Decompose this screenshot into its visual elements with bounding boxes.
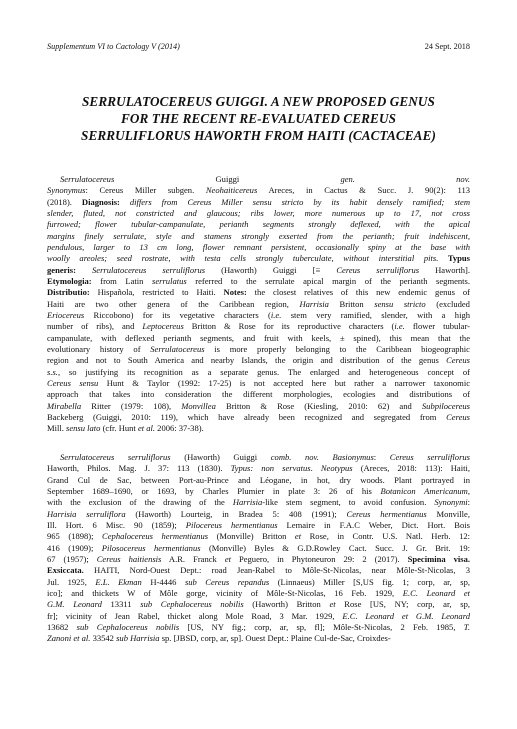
text-line bbox=[47, 321, 470, 332]
text-run: Exsiccata. bbox=[47, 565, 84, 576]
text-run: Synonymus bbox=[47, 185, 86, 196]
text-run: i.e. bbox=[394, 321, 405, 332]
text-line bbox=[47, 577, 470, 588]
text-run: Grand Cul de Sac, between Port-au-Prince and Léogane, in hot, dry woods. Plant portrayed in bbox=[47, 474, 470, 485]
text-run: et bbox=[294, 531, 302, 542]
text-line bbox=[47, 344, 470, 355]
text-run: Synonymi bbox=[434, 497, 468, 508]
text-run: Monvillea bbox=[181, 400, 216, 411]
text-run: sub Cephalocereus nobilis bbox=[140, 599, 244, 610]
text-run: E.L. Ekman bbox=[95, 576, 142, 587]
text-run: Notes: bbox=[223, 287, 247, 298]
text-run: campanulate, with deflexed perianth segments, and fruit with keels, ± spined), this mean that the bbox=[47, 332, 470, 343]
text-run: sub Harrisia bbox=[116, 633, 160, 644]
text-run: sub Cereus repandus bbox=[184, 576, 270, 587]
text-run: Haworth]. bbox=[419, 264, 470, 275]
text-run: . bbox=[310, 463, 321, 474]
species-description-paragraph bbox=[47, 452, 470, 645]
text-run: Hispañola, restricted to Haiti. bbox=[89, 287, 224, 298]
text-run: G.M. Leonard bbox=[47, 599, 102, 610]
text-line bbox=[47, 520, 470, 531]
text-run: Cereus haitiensis bbox=[96, 553, 162, 564]
text-run: furrowed; flower tubular-campanulate, perianth segments strongly deflexed, with the apical bbox=[47, 219, 470, 230]
text-run: Peguero, in Phytoneuron 29: 2 (2017). bbox=[230, 553, 408, 564]
text-run: 416 (1909); bbox=[47, 542, 102, 553]
text-run: (2018). bbox=[47, 196, 82, 207]
text-run: gen. nov. bbox=[340, 174, 470, 184]
text-run: Areces, in Cactus & Succ. J. 90(2): 113 bbox=[257, 185, 470, 196]
text-run: , so justifying its recognition as a separate genus. The enlarged and heterogeneous concept of bbox=[57, 366, 470, 377]
text-run: Cereus serruliflorus bbox=[389, 452, 470, 462]
text-run: Haiti are two other genera of the Caribbean region, bbox=[47, 298, 300, 309]
text-run: generis: bbox=[47, 264, 76, 275]
text-line bbox=[47, 253, 470, 264]
text-run: (Linnaeus) Miller [S,US fig. 1; corp, ar, sp, bbox=[269, 576, 470, 587]
text-run: sensu lato bbox=[66, 423, 101, 434]
text-run: (excluded bbox=[425, 298, 470, 309]
text-run: Serrulatocereus serruliflorus bbox=[60, 452, 171, 462]
text-run: Hunt & Taylor (1992: 17-25) is not accepted here but rather a narrower taxonomic bbox=[98, 377, 470, 388]
text-run: woolly areoles; seed rostrate, with testa cells strongly tuberculate, without interstitial pits. bbox=[47, 253, 439, 264]
text-line bbox=[47, 378, 470, 389]
text-run: comb. nov. bbox=[270, 452, 319, 462]
text-line bbox=[47, 310, 470, 321]
text-line bbox=[47, 299, 470, 310]
text-run: (Haworth) Britton bbox=[243, 599, 330, 610]
text-run: Rose, in Contr. U.S. Natl. Herb. 12: bbox=[301, 531, 470, 542]
title-line: SERRULIFLORUS HAWORTH FROM HAITI (CACTACEAE) bbox=[81, 128, 436, 143]
text-line bbox=[47, 265, 470, 276]
text-run: Typus: non servatus bbox=[230, 463, 311, 474]
text-run: et bbox=[224, 553, 231, 564]
text-run: E.C. Leonard et G.M. Leonard bbox=[342, 610, 470, 621]
text-run: Neotypus bbox=[320, 463, 353, 474]
title-line: SERRULATOCEREUS GUIGGI. A NEW PROPOSED GENUS bbox=[82, 94, 435, 109]
text-run: -like stem segment, to avoid confusion. bbox=[262, 497, 435, 508]
text-run: Cereus serruliflorus bbox=[336, 264, 420, 275]
text-run: Ill. Hort. 6 Misc. 90 (1859); bbox=[47, 519, 186, 530]
text-line bbox=[47, 412, 470, 423]
text-run: from Latin bbox=[91, 275, 153, 286]
text-run: flower tubular- bbox=[404, 321, 470, 332]
text-run: : bbox=[467, 497, 470, 508]
text-line bbox=[47, 509, 470, 520]
text-line bbox=[47, 185, 470, 196]
text-run: Neohaiticereus bbox=[205, 185, 258, 196]
text-line bbox=[47, 231, 470, 242]
journal-header: Supplementum VI to Cactology V (2014) bbox=[47, 42, 180, 51]
text-run: Guiggi bbox=[114, 174, 341, 184]
text-line bbox=[47, 333, 470, 344]
text-run: : Cereus Miller subgen. bbox=[85, 185, 206, 196]
text-run: : bbox=[373, 452, 390, 462]
text-run: Ritter (1979: 108), bbox=[81, 400, 182, 411]
text-run: sp. [JBSD, corp, ar, sp]. Ouest Dept.: Plaine Cul-de-Sac, Croixdes- bbox=[159, 633, 391, 644]
text-run: the closest relatives of this new endemic genus of bbox=[246, 287, 470, 298]
text-run: Britton & Rose (Kiesling, 2010: 62) and bbox=[215, 400, 422, 411]
text-line bbox=[47, 367, 470, 378]
text-line bbox=[47, 633, 470, 644]
text-run: differs from Cereus Miller sensu stricto by its habit densely ramified; stem bbox=[119, 196, 470, 207]
text-run: Typus bbox=[438, 253, 470, 264]
text-run: (Areces, 2018: 113): Haiti, bbox=[352, 463, 470, 474]
text-run: (Haworth) Guiggi bbox=[170, 452, 271, 462]
text-run: Botanicon Americanum bbox=[380, 485, 468, 496]
text-run: (cfr. Hunt bbox=[100, 423, 138, 434]
text-run: serrulatus bbox=[152, 275, 187, 286]
text-run: with the exclusion of the drawing of the bbox=[47, 497, 233, 508]
text-run: (Haworth) Lourteig, in Bradea 5: 408 (1991); bbox=[125, 508, 347, 519]
text-run: Mirabella bbox=[47, 400, 82, 411]
text-run: stem very ramified, slender, with a high bbox=[281, 309, 470, 320]
text-line bbox=[47, 543, 470, 554]
text-run: is more properly belonging to the Caribbean biogeographic bbox=[204, 343, 470, 354]
text-run: s.s. bbox=[47, 366, 58, 377]
text-run: Subpilocereus bbox=[421, 400, 470, 411]
text-run: et bbox=[329, 599, 336, 610]
text-run: Leptocereus bbox=[142, 321, 184, 332]
text-run: A.R. Franck bbox=[161, 553, 225, 564]
text-line bbox=[47, 389, 470, 400]
text-line bbox=[47, 208, 470, 219]
text-run: Backeberg (Guiggi, 2010: 119), which have already been recognized and segregated from bbox=[47, 411, 447, 422]
text-line bbox=[47, 423, 470, 434]
text-run: (Monville) Britton bbox=[208, 531, 295, 542]
text-run: et al. bbox=[137, 423, 156, 434]
text-run: Harrisia bbox=[232, 497, 263, 508]
text-run: T. bbox=[463, 621, 470, 632]
text-run: Riccobono) for its vegetative characters ( bbox=[84, 309, 271, 320]
text-line bbox=[47, 554, 470, 565]
text-line bbox=[47, 622, 470, 633]
text-line bbox=[47, 276, 470, 287]
text-line bbox=[47, 242, 470, 253]
text-run: referred to the serrulate apical margin of the perianth segments. bbox=[186, 275, 470, 286]
text-run: Mill. bbox=[47, 423, 66, 434]
text-run: 13682 bbox=[47, 621, 77, 632]
text-run: evolutionary history of bbox=[47, 343, 151, 354]
text-run: Haworth, Philos. Mag. J. 37: 113 (1830). bbox=[47, 463, 231, 474]
text-run: 33542 bbox=[90, 633, 117, 644]
text-run: (Haworth) Guiggi [≡ bbox=[205, 264, 337, 275]
text-run: Serrulatocereus bbox=[150, 343, 205, 354]
text-line bbox=[47, 611, 470, 622]
text-run: 13311 bbox=[101, 599, 141, 610]
text-run: Zanoni et al. bbox=[47, 633, 91, 644]
text-run: Diagnosis: bbox=[81, 196, 120, 207]
text-run: pendulous, larger to 13 cm long, flower remnant persistent, occasionally spiny at the base with bbox=[47, 241, 470, 252]
text-run: margins finely serrulate, style and stamens strongly exserted from the perianth; fruit indehiscent, bbox=[47, 230, 470, 241]
text-line bbox=[47, 452, 470, 463]
text-run: Distributio: bbox=[47, 287, 90, 298]
text-line bbox=[47, 463, 470, 474]
text-run bbox=[319, 452, 333, 462]
text-run: September 1689–1690, or 1693, by Charles Plumier in plate 3: 26 of his bbox=[47, 485, 381, 496]
text-run: Harrisia serruliflora bbox=[47, 508, 126, 519]
text-run: (Monville) Byles & G.D.Rowley Cact. Succ. J. Gr. Brit. 19: bbox=[200, 542, 470, 553]
text-run: Pilocereus hermentianus bbox=[185, 519, 278, 530]
text-run: Cereus bbox=[446, 355, 470, 366]
text-run: Etymologia: bbox=[47, 275, 92, 286]
text-run: E.C. Leonard et bbox=[402, 587, 470, 598]
text-run: Monville, bbox=[426, 508, 470, 519]
article-title bbox=[30, 93, 487, 144]
date-header: 24 Sept. 2018 bbox=[424, 42, 470, 51]
text-run bbox=[76, 265, 92, 275]
text-line bbox=[47, 401, 470, 412]
text-run: i.e. bbox=[270, 309, 282, 320]
text-line bbox=[47, 497, 470, 508]
text-run: Lemaire in F.A.C Weber, Dict. Hort. Bois bbox=[277, 519, 470, 530]
text-run: Britton & Rose for its reproductive characters ( bbox=[183, 321, 395, 332]
text-line bbox=[47, 197, 470, 208]
text-run: approach that takes into consideration the different morphologies, ecologies and distributions of bbox=[47, 389, 470, 400]
text-run: Cereus hermentianus bbox=[346, 508, 427, 519]
text-run: , bbox=[467, 485, 470, 496]
text-line bbox=[47, 355, 470, 366]
text-run: sensu stricto bbox=[374, 298, 426, 309]
text-run: [US, NY fig.; corp, ar, sp, fl]; Môle-St-Nicolas, 2 Feb. 1985, bbox=[179, 621, 464, 632]
text-run: Cephalocereus hermentianus bbox=[102, 531, 209, 542]
text-line bbox=[47, 565, 470, 576]
text-run: Rose [US, NY; corp, ar, sp, bbox=[335, 599, 470, 610]
text-run: slender, fluted, not constricted and glaucous; ribs lower, more numerous up to 17, not cross bbox=[47, 207, 470, 218]
text-run: Pilosocereus hermentianus bbox=[101, 542, 201, 553]
text-line bbox=[47, 287, 470, 298]
title-line: FOR THE RECENT RE-EVALUATED CEREUS bbox=[120, 111, 397, 126]
text-run: 965 (1898); bbox=[47, 531, 103, 542]
text-run: number of ribs), and bbox=[47, 321, 143, 332]
text-line bbox=[47, 219, 470, 230]
text-line bbox=[47, 486, 470, 497]
text-run: Cereus bbox=[446, 411, 470, 422]
text-run: Basionymus bbox=[332, 452, 374, 462]
text-run: Eriocereus bbox=[47, 309, 85, 320]
text-line bbox=[47, 531, 470, 542]
text-run: HAITI, Nord-Ouest Dept.: road Jean-Rabel to Môle-St-Nicolas, near Môle-St-Nicolas, 3 bbox=[83, 565, 470, 576]
text-line bbox=[47, 588, 470, 599]
text-run: sub Cephalocereus nobilis bbox=[76, 621, 180, 632]
text-run: Serrulatocereus bbox=[60, 174, 115, 184]
text-run: ico]; and thickets W of Môle gorge, vicinity of Môle-St-Nicolas, 16 Feb. 1929, bbox=[47, 587, 403, 598]
text-run: Jul. 1925, bbox=[47, 576, 96, 587]
text-run: Serrulatocereus serruliflorus bbox=[92, 264, 206, 275]
text-run: Harrisia bbox=[299, 298, 329, 309]
text-run: 2006: 37-38). bbox=[155, 423, 204, 434]
text-run: Britton bbox=[328, 298, 375, 309]
text-run: H-4446 bbox=[141, 576, 185, 587]
text-run: fr]; vicinity of Jean Rabel, thicket along Mole Road, 3 Mar. 1929, bbox=[47, 610, 343, 621]
text-run: 67 (1957); bbox=[47, 553, 97, 564]
text-line bbox=[47, 475, 470, 486]
text-run: Cereus sensu bbox=[47, 377, 99, 388]
text-line bbox=[47, 599, 470, 610]
text-run: Specimina visa. bbox=[407, 553, 470, 564]
text-run: region and not to South America and nearby Islands, the origin and distribution of the genus bbox=[47, 355, 447, 366]
genus-description-paragraph bbox=[47, 174, 470, 435]
text-line bbox=[47, 174, 470, 185]
